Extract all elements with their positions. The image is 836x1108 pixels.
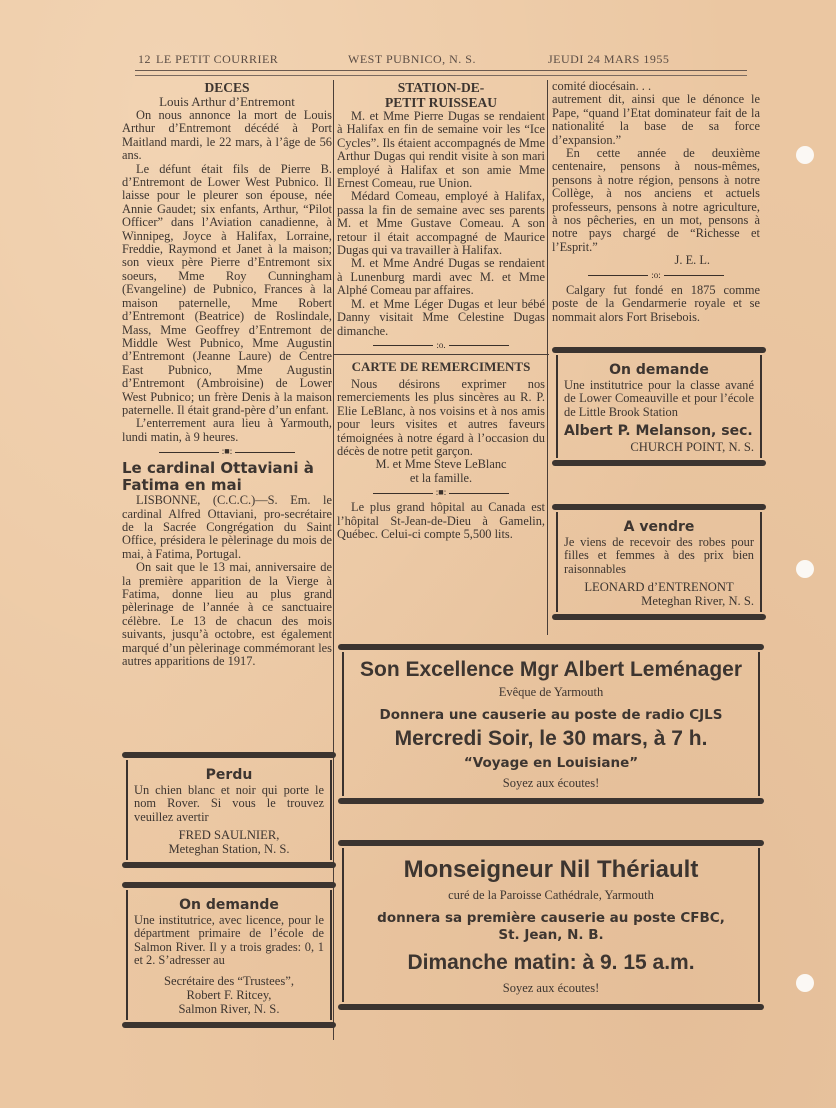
separator-ornament: :o. bbox=[337, 340, 545, 350]
on-demande-ad-place: CHURCH POINT, N. S. bbox=[630, 440, 754, 455]
on-demande-ad-title: On demande bbox=[179, 897, 279, 913]
separator-ornament: :o: bbox=[552, 270, 760, 280]
continuation-first-line: comité diocésain. . . bbox=[552, 79, 652, 93]
on-demande-ad-signature: Robert F. Ritcey, bbox=[186, 987, 272, 1002]
punch-hole bbox=[796, 974, 814, 992]
calgary-paragraph: Calgary fut fondé en 1875 comme poste de la Gendarmerie royale et se nommait alors Fort Brisebois. bbox=[552, 282, 760, 324]
station-heading: PETIT RUISSEAU bbox=[385, 95, 497, 110]
perdu-ad-signature: FRED SAULNIER, bbox=[178, 828, 280, 843]
lemenager-topic: “Voyage en Louisiane” bbox=[463, 755, 639, 771]
deces-paragraph: L’enterrement aura lieu à Yarmouth, lundi matin, à 9 heures. bbox=[122, 416, 332, 444]
station-heading: STATION-DE- bbox=[397, 80, 485, 95]
perdu-ad-title: Perdu bbox=[205, 767, 253, 783]
theriault-announcement: St. Jean, N. B. bbox=[498, 927, 604, 943]
on-demande-ad-signature: Secrétaire des “Trustees”, bbox=[164, 973, 294, 988]
on-demande-ad-title: On demande bbox=[609, 362, 709, 378]
lemenager-announcement: Donnera une causerie au poste de radio CJLS bbox=[379, 707, 723, 723]
lemenager-when: Mercredi Soir, le 30 mars, à 7 h. bbox=[394, 727, 708, 750]
punch-hole bbox=[796, 146, 814, 164]
ottaviani-paragraph: LISBONNE, (C.C.C.)—S. Em. le cardinal Alfred Ottaviani, pro-secrétaire de la Sacrée Congrégation du Saint Office, présidera le pèlerinage du mois de mai, à Fatima, Portugal. bbox=[122, 493, 332, 561]
a-vendre-ad-signature: Meteghan River, N. S. bbox=[641, 594, 754, 609]
theriault-title: curé de la Paroisse Cathédrale, Yarmouth bbox=[448, 888, 654, 902]
deces-subheading: Louis Arthur d’Entremont bbox=[159, 94, 295, 109]
theriault-when: Dimanche matin: à 9. 15 a.m. bbox=[407, 951, 695, 974]
continuation-signature: J. E. L. bbox=[674, 253, 710, 268]
punch-hole bbox=[796, 560, 814, 578]
a-vendre-ad-body: Je viens de recevoir des robes pour filles et femmes à des prix bien raisonnables bbox=[564, 535, 754, 576]
column-2 bbox=[337, 80, 545, 541]
station-paragraph: M. et Mme Léger Dugas et leur bébé Danny visitait Mme Celestine Dugas dimanche. bbox=[337, 296, 545, 338]
theriault-radio-ad bbox=[342, 848, 760, 1002]
lemenager-closing: Soyez aux écoutes! bbox=[502, 776, 600, 790]
paper-name: LE PETIT COURRIER bbox=[156, 52, 279, 66]
on-demande-ad-salmon-river bbox=[126, 890, 332, 1020]
on-demande-ad-signature: Salmon River, N. S. bbox=[178, 1001, 280, 1016]
ottaviani-headline: Le cardinal Ottaviani à Fatima en mai bbox=[122, 459, 314, 495]
deces-paragraph: On nous annonce la mort de Louis Arthur d’Entremont décédé à Port Maitland mardi, le 22 mars, à l’âge de 56 ans. bbox=[122, 108, 332, 163]
deces-paragraph: Le défunt était fils de Pierre B. d’Entremont de Lower West Pubnico. Il laisse pour le pleurer son épouse, née Annie Gaudet; six enfants, Arthur, “Pilot Officer” dans l’Aviation canadienne, à Winnipeg, Joyce à Halifax, Lorraine, Freddie, Raymond et Janet à la maison; son vieux père Pierre d’Entremont six soeurs, Mme Roy Cunningham (Evangeline) de Pubnico, Frances à la maison paternelle, Mme Robert d’Entremont (Beatrice) de Roslindale, Mass, Mme Geoffrey d’Entremont de Middle West Pubnico, Mme Augustin d’Entremont (Jeanne Laure) de Centre East Pubnico, Mme Augustin d’Entremont (Ambroisine) de Lower West Pubnico; un frère Denis à la maison paternelle. Il était grand-père d’un enfant. bbox=[122, 161, 332, 417]
carte-signature: et la famille. bbox=[409, 470, 473, 485]
a-vendre-ad bbox=[556, 512, 762, 612]
perdu-ad-body: Un chien blanc et noir qui porte le nom Rover. Si vous le trouvez veuillez avertir bbox=[134, 783, 324, 824]
page-number: 12 bbox=[138, 52, 151, 66]
on-demande-ad-signature: Albert P. Melanson, sec. bbox=[564, 423, 753, 440]
perdu-ad-signature: Meteghan Station, N. S. bbox=[168, 842, 290, 857]
lemenager-title: Evêque de Yarmouth bbox=[498, 685, 604, 699]
theriault-announcement: donnera sa première causerie au poste CFBC, bbox=[377, 910, 725, 926]
perdu-ad bbox=[126, 760, 332, 860]
carte-section bbox=[333, 354, 549, 374]
station-paragraph: Médard Comeau, employé à Halifax, passa la fin de semaine avec ses parents M. et Mme Gustave Comeau. A son retour il était accompagné de Maurice Dugas qui va travailler à Halifax. bbox=[337, 189, 545, 258]
ottaviani-paragraph: On sait que le 13 mai, anniversaire de la première apparition de la Vierge à Fatima, donne lieu au plus grand pèlerinage de l’année à ce sanctuaire célèbre. Le 13 de chacun des mois suivants, jusqu’à octobre, est également marqué d’un pèlerinage commémorant les autres apparitions de 1917. bbox=[122, 560, 332, 669]
column-3 bbox=[552, 80, 760, 324]
carte-signature: M. et Mme Steve LeBlanc bbox=[375, 457, 507, 472]
a-vendre-ad-title: A vendre bbox=[623, 519, 695, 535]
carte-heading: CARTE DE REMERCIMENTS bbox=[351, 358, 531, 374]
masthead-rule bbox=[135, 70, 747, 76]
carte-paragraph: Nous désirons exprimer nos remerciements les plus sincères au R. P. Elie LeBlanc, à nos voisins et à nos amis pour leurs visites et autres faveurs témoignées à notre égard à l’occasion du décès de notre petit garçon. bbox=[337, 376, 545, 458]
paper-location: WEST PUBNICO, N. S. bbox=[348, 52, 476, 66]
lemenager-radio-ad bbox=[342, 652, 760, 796]
theriault-name: Monseigneur Nil Thériault bbox=[403, 856, 699, 883]
continuation-paragraph: autrement dit, ainsi que le dénonce le Pape, “quand l’Etat dominateur fait de la nationalité la base de sa force d’expansion.” bbox=[552, 92, 760, 147]
station-paragraph: M. et Mme Pierre Dugas se rendaient à Halifax en fin de semaine voir les “Ice Cycles”. Ils étaient accompagnés de Mme Arthur Dugas qui rendit visite à son mari employé à Halifax et son amie Mme Ernest Comeau, rue Union. bbox=[337, 109, 545, 191]
masthead bbox=[138, 52, 778, 70]
separator-ornament: :■: bbox=[337, 487, 545, 497]
deces-heading: DECES bbox=[204, 80, 250, 95]
separator-ornament: :■: bbox=[122, 446, 332, 456]
issue-date: JEUDI 24 MARS 1955 bbox=[548, 52, 670, 66]
column-divider bbox=[333, 80, 334, 1040]
a-vendre-ad-signature: LEONARD d’ENTRENONT bbox=[584, 580, 734, 595]
station-paragraph: M. et Mme André Dugas se rendaient à Lunenburg mardi avec M. et Mme Alphé Comeau par affaires. bbox=[337, 256, 545, 298]
lemenager-name: Son Excellence Mgr Albert Leménager bbox=[359, 658, 742, 681]
continuation-paragraph: En cette année de deuxième centenaire, pensons à nous-mêmes, pensons à notre région, pensons à notre Collège, à nos anciens et actuels professeurs, pensons à notre agriculture, à nos pêcheries, en un mot, pensons à notre pays chargé de “Richesse et l’Esprit.” bbox=[552, 146, 760, 254]
hopital-paragraph: Le plus grand hôpital au Canada est l’hôpital St-Jean-de-Dieu à Gamelin, Québec. Celui-ci compte 5,500 lits. bbox=[337, 500, 545, 541]
on-demande-ad-body: Une institutrice pour la classe avané de Lower Comeauville et pour l’école de Little Brook Station bbox=[564, 378, 754, 419]
theriault-closing: Soyez aux écoutes! bbox=[502, 981, 600, 995]
column-1 bbox=[122, 80, 332, 668]
on-demande-ad-little-brook bbox=[556, 355, 762, 458]
on-demande-ad-body: Une institutrice, avec licence, pour le départment primaire de l’école de Salmon River. Il y a trois grades: 0, 1 et 2. S’adresser au bbox=[134, 913, 324, 968]
